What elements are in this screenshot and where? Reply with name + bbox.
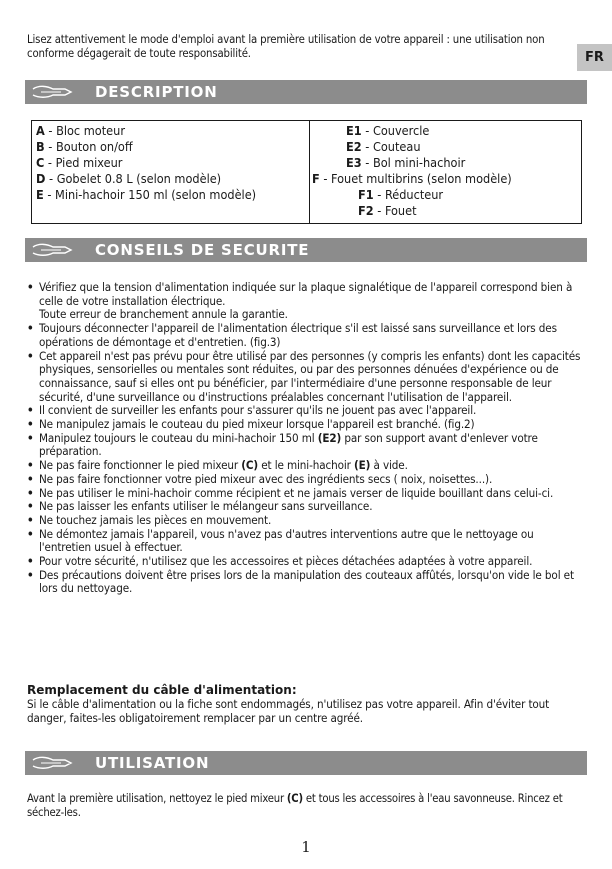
section-header-usage <box>25 751 587 775</box>
safety-item: • Vérifiez que la tension d'alimentation indiquée sur la plaque signalétique de l'appareil correspond bien à celle de votre installation électrique. Toute erreur de branchement annule la garantie. <box>27 281 585 322</box>
section-title: UTILISATION <box>95 754 210 772</box>
page-number: 1 <box>301 838 311 856</box>
cable-text: Si le câble d'alimentation ou la fiche sont endommagés, n'utilisez pas votre appareil. Afin d'éviter tout danger, faites-les obligatoirement remplacer par un centre agréé. <box>27 697 550 725</box>
safety-item: • Ne pas faire fonctionner le pied mixeur (C) et le mini-hachoir (E) à vide. <box>27 459 585 473</box>
safety-item: • Pour votre sécurité, n'utilisez que les accessoires et pièces détachées adaptées à votre appareil. <box>27 555 585 569</box>
safety-item: • Il convient de surveiller les enfants pour s'assurer qu'ils ne jouent pas avec l'appareil. <box>27 404 585 418</box>
description-item: A - Bloc moteur <box>36 123 125 138</box>
description-item: F - Fouet multibrins (selon modèle) <box>312 171 512 186</box>
safety-item: • Ne touchez jamais les pièces en mouvement. <box>27 514 585 528</box>
description-item: E2 - Couteau <box>346 139 421 154</box>
description-item: E - Mini-hachoir 150 ml (selon modèle) <box>36 187 257 202</box>
description-item: E1 - Couvercle <box>346 123 430 138</box>
section-title: CONSEILS DE SECURITE <box>95 241 310 259</box>
language-tab: FR <box>577 44 612 71</box>
description-item: E3 - Bol mini-hachoir <box>346 155 466 170</box>
description-column-left <box>36 123 306 203</box>
hand-arrow-icon <box>31 84 75 100</box>
intro-paragraph: Lisez attentivement le mode d'emploi avant la première utilisation de votre appareil : une utilisation non conforme dégagerait de toute responsabilité. <box>27 33 545 60</box>
safety-item: • Cet appareil n'est pas prévu pour être utilisé par des personnes (y compris les enfants) dont les capacités physiques, sensorielles ou mentales sont réduites, ou par des personnes dénuées d'expérience ou de connaissance, sauf si elles ont pu bénéficier, par l'intermédiaire d'une personne responsable de leur sécurité, d'une surveillance ou d'instructions préalables concernant l'utilisation de l'appareil. <box>27 350 585 405</box>
description-item: D - Gobelet 0.8 L (selon modèle) <box>36 171 222 186</box>
safety-item: • Ne pas faire fonctionner votre pied mixeur avec des ingrédients secs ( noix, noisettes...). <box>27 473 585 487</box>
usage-text: Avant la première utilisation, nettoyez le pied mixeur (C) et tous les accessoires à l'eau savonneuse. Rincez et séchez-les. <box>27 792 563 819</box>
safety-item: • Toujours déconnecter l'appareil de l'alimentation électrique s'il est laissé sans surveillance et lors des opérations de démontage et d'entretien. (fig.3) <box>27 322 585 349</box>
safety-list <box>27 281 585 596</box>
hand-arrow-icon <box>31 242 75 258</box>
section-title: DESCRIPTION <box>95 83 218 101</box>
description-item: C - Pied mixeur <box>36 155 123 170</box>
safety-item: • Ne pas laisser les enfants utiliser le mélangeur sans surveillance. <box>27 500 585 514</box>
safety-item: • Des précautions doivent être prises lors de la manipulation des couteaux affûtés, lorsqu'on vide le bol et lors du nettoyage. <box>27 569 585 596</box>
safety-item: • Ne manipulez jamais le couteau du pied mixeur lorsque l'appareil est branché. (fig.2) <box>27 418 585 432</box>
safety-item: • Ne pas utiliser le mini-hachoir comme récipient et ne jamais verser de liquide bouillant dans celui-ci. <box>27 487 585 501</box>
cable-heading: Remplacement du câble d'alimentation: <box>27 683 297 697</box>
description-item: F2 - Fouet <box>358 203 417 218</box>
section-header-safety <box>25 238 587 262</box>
section-header-description <box>25 80 587 104</box>
safety-item: • Ne démontez jamais l'appareil, vous n'avez pas d'autres interventions autre que le nettoyage ou l'entretien usuel à effectuer. <box>27 528 585 555</box>
description-item: B - Bouton on/off <box>36 139 133 154</box>
description-column-right <box>312 123 580 219</box>
description-table <box>31 120 582 224</box>
safety-item: • Manipulez toujours le couteau du mini-hachoir 150 ml (E2) par son support avant d'enlever votre préparation. <box>27 432 585 459</box>
description-item: F1 - Réducteur <box>358 187 444 202</box>
hand-arrow-icon <box>31 755 75 771</box>
